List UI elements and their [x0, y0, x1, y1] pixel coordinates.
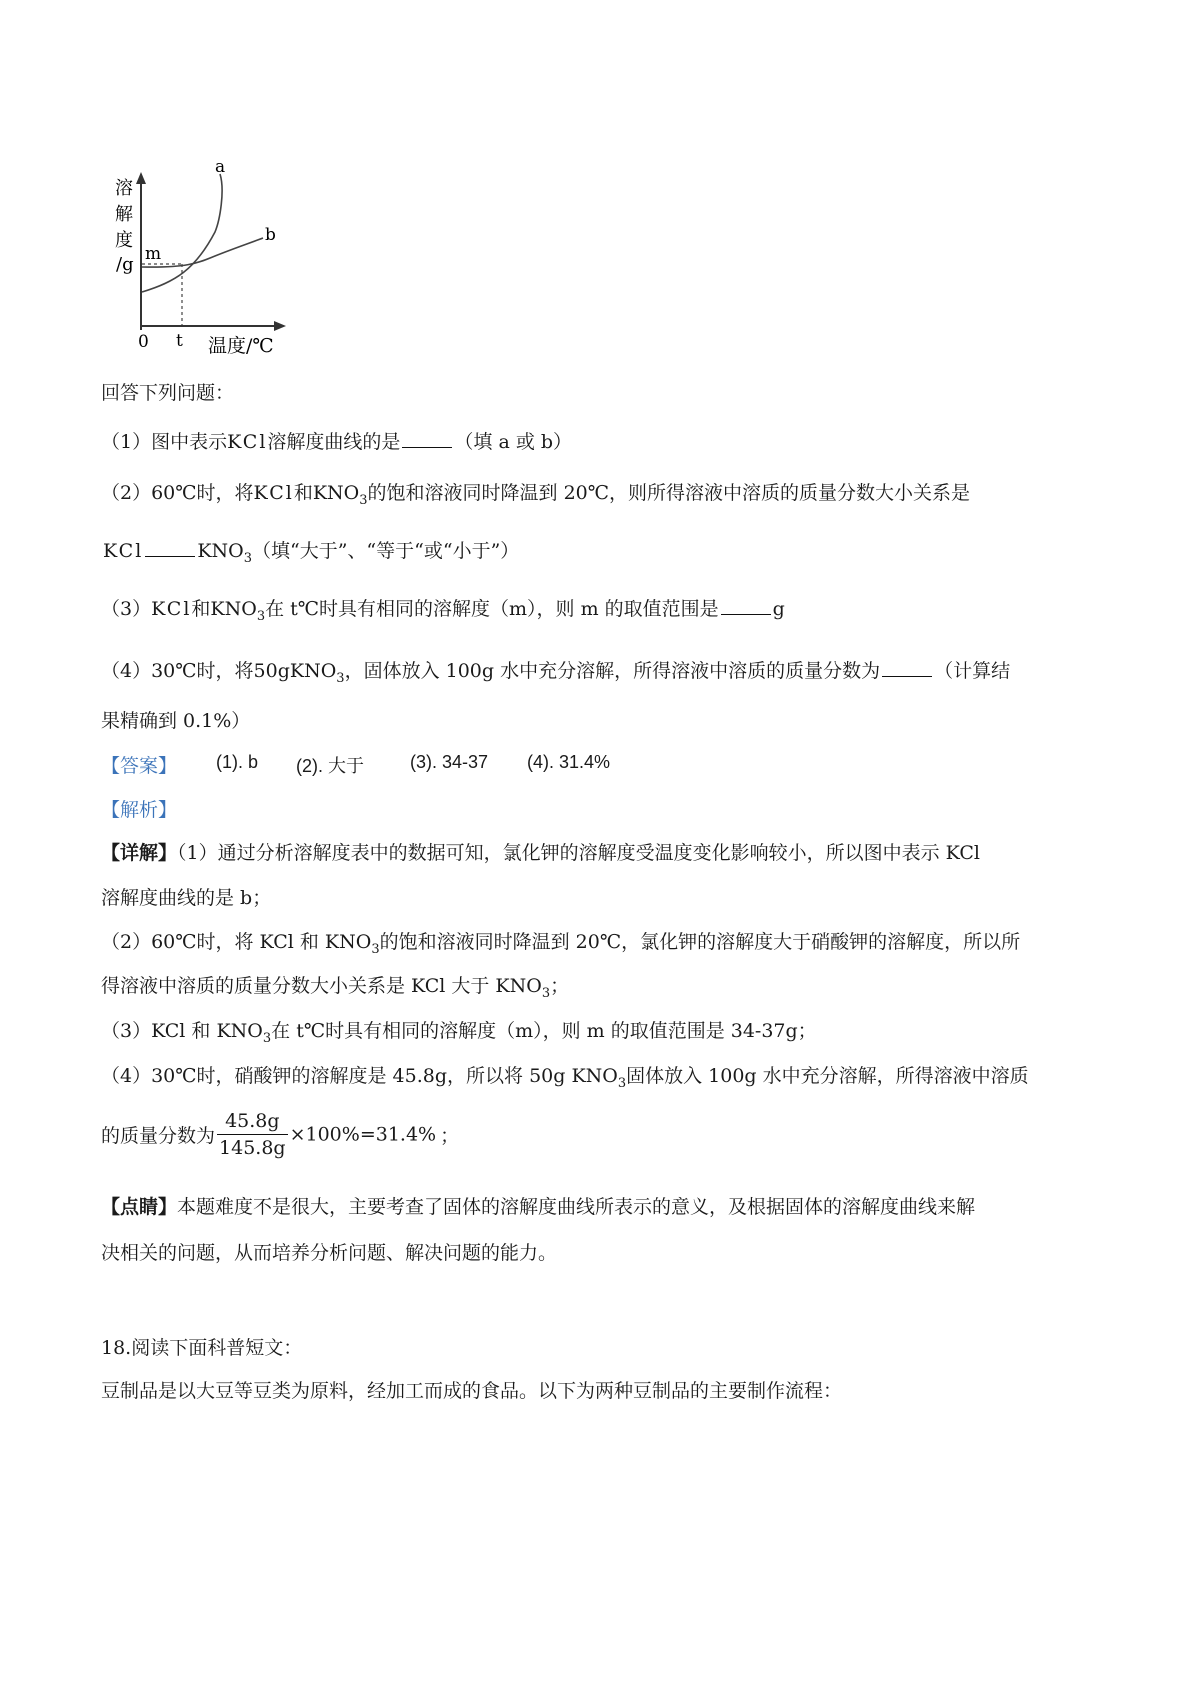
q2-kno: KNO — [312, 482, 360, 504]
fraction-denominator: 145.8g — [219, 1137, 286, 1159]
solubility-chart — [100, 160, 300, 360]
q2-and: 和 — [293, 482, 313, 504]
q1-mid: 溶解度曲线的是 — [267, 431, 401, 453]
detail-p3 — [101, 1016, 817, 1046]
detail-p2-l1a: （2）60℃时，将 KCl 和 KNO — [101, 931, 372, 953]
curve-a — [142, 174, 222, 292]
q2-l2-kno: KNO — [197, 540, 244, 562]
y-label-2: 解 — [115, 204, 133, 225]
detail-p2-sub2: 3 — [541, 985, 551, 1001]
answer-blank-3[interactable] — [721, 612, 771, 615]
q2-kcl: KCl — [253, 482, 294, 504]
detail-p2-l2a: 得溶液中溶质的质量分数大小关系是 KCl 大于 KNO — [101, 975, 542, 997]
detail-p2-l2b: ； — [550, 975, 570, 997]
question-2-line-2 — [103, 536, 519, 566]
q3-sub: 3 — [256, 608, 266, 624]
analysis-tag: 【解析】 — [101, 799, 178, 821]
question-2-line-1 — [101, 478, 970, 508]
answer-row — [101, 751, 177, 778]
detail-p3b: 在 t℃时具有相同的溶解度（m），则 m 的取值范围是 34-37g； — [271, 1020, 817, 1042]
curve-a-label: a — [215, 160, 226, 177]
detail-tag: 【详解】 — [101, 842, 178, 864]
y-label-3: 度 — [115, 230, 133, 251]
q3-kno: KNO — [210, 598, 257, 620]
x-axis — [141, 321, 286, 331]
detail-p4-semicolon: ； — [440, 1125, 460, 1147]
t-label: t — [176, 331, 183, 351]
question-1 — [101, 427, 572, 454]
q3-pre: （3） — [101, 598, 152, 620]
q18-title: 18.阅读下面科普短文： — [101, 1337, 303, 1359]
detail-p4-line-2 — [101, 1110, 459, 1159]
comment-line-2: 决相关的问题，从而培养分析问题、解决问题的能力。 — [101, 1242, 558, 1264]
q2-pre: （2）60℃时，将 — [101, 482, 254, 504]
q1-post: （填 a 或 b） — [454, 431, 573, 453]
q2-l2-post: （填“大于”、“等于“或“小于”） — [252, 540, 520, 562]
question-4-line-1 — [101, 656, 1010, 686]
q4-pre: （4）30℃时，将 — [101, 660, 254, 682]
detail-p1-l1: （1）通过分析溶解度表中的数据可知，氯化钾的溶解度受温度变化影响较小，所以图中表示 KCl — [177, 842, 980, 864]
detail-p3a: （3）KCl 和 KNO — [101, 1020, 263, 1042]
detail-p4-pre: 的质量分数为 — [101, 1125, 216, 1147]
answer-item-2: (2). 大于 — [296, 756, 365, 776]
answer-item-3: (3). 34-37 — [410, 752, 489, 772]
y-label-4: /g — [116, 254, 134, 275]
q2-post: 的饱和溶液同时降温到 20℃，则所得溶液中溶质的质量分数大小关系是 — [367, 482, 971, 504]
answer-blank-2[interactable] — [145, 554, 195, 557]
detail-p1-line-2: 溶解度曲线的是 b； — [101, 887, 272, 909]
fraction — [217, 1110, 288, 1159]
y-label-1: 溶 — [115, 178, 133, 199]
q2-sub: 3 — [359, 492, 368, 508]
q3-and: 和 — [191, 598, 211, 620]
detail-p4-sub: 3 — [617, 1075, 627, 1091]
q2-l2-kcl: KCl — [103, 540, 144, 562]
q18-line-1: 豆制品是以大豆等豆类为原料，经加工而成的食品。以下为两种豆制品的主要制作流程： — [101, 1380, 843, 1402]
q2-l2-sub: 3 — [243, 550, 252, 566]
answer-item-1: (1). b — [216, 752, 259, 772]
q1-kcl: KCl — [227, 431, 268, 453]
detail-p3-sub: 3 — [262, 1030, 272, 1046]
prompt: 回答下列问题： — [101, 382, 235, 404]
answer-item-4: (4). 31.4% — [527, 752, 611, 772]
answer-blank-1[interactable] — [402, 445, 452, 448]
origin-label: 0 — [138, 332, 149, 352]
detail-p4-line-1 — [101, 1061, 1029, 1091]
answer-tag: 【答案】 — [101, 755, 178, 777]
detail-p4-l1b: 固体放入 100g 水中充分溶解，所得溶液中溶质 — [626, 1065, 1029, 1087]
fraction-result: ×100%=31.4% — [289, 1123, 437, 1146]
q4-tail: （计算结 — [934, 660, 1011, 682]
detail-p2-l1b: 的饱和溶液同时降温到 20℃，氯化钾的溶解度大于硝酸钾的溶解度，所以所 — [379, 931, 1021, 953]
curve-b-label: b — [265, 225, 276, 245]
answer-blank-4[interactable] — [882, 674, 932, 677]
fraction-numerator: 45.8g — [217, 1110, 288, 1135]
question-3 — [101, 594, 785, 624]
q3-unit: g — [772, 598, 785, 620]
comment-l1: 本题难度不是很大，主要考查了固体的溶解度曲线所表示的意义，及根据固体的溶解度曲线来解 — [177, 1196, 976, 1218]
m-label: m — [145, 244, 162, 264]
detail-p4-l1a: （4）30℃时，硝酸钾的溶解度是 45.8g，所以将 50g KNO — [101, 1065, 618, 1087]
comment-line-1 — [101, 1192, 975, 1219]
question-4-line-2: 果精确到 0.1%） — [101, 710, 251, 732]
comment-tag: 【点睛】 — [101, 1196, 178, 1218]
x-axis-label: 温度/℃ — [208, 335, 274, 357]
q1-pre: （1）图中表示 — [101, 431, 228, 453]
q3-kcl: KCl — [151, 598, 192, 620]
q4-mass: 50gKNO — [253, 660, 337, 682]
q4-post: ，固体放入 100g 水中充分溶解，所得溶液中溶质的质量分数为 — [344, 660, 881, 682]
q3-post: 在 t℃时具有相同的溶解度（m），则 m 的取值范围是 — [265, 598, 719, 620]
q4-sub: 3 — [336, 670, 345, 686]
detail-p2-line-1 — [101, 927, 1020, 957]
detail-p1-line-1 — [101, 838, 980, 865]
detail-p2-line-2 — [101, 971, 569, 1001]
detail-p2-sub1: 3 — [371, 941, 380, 957]
